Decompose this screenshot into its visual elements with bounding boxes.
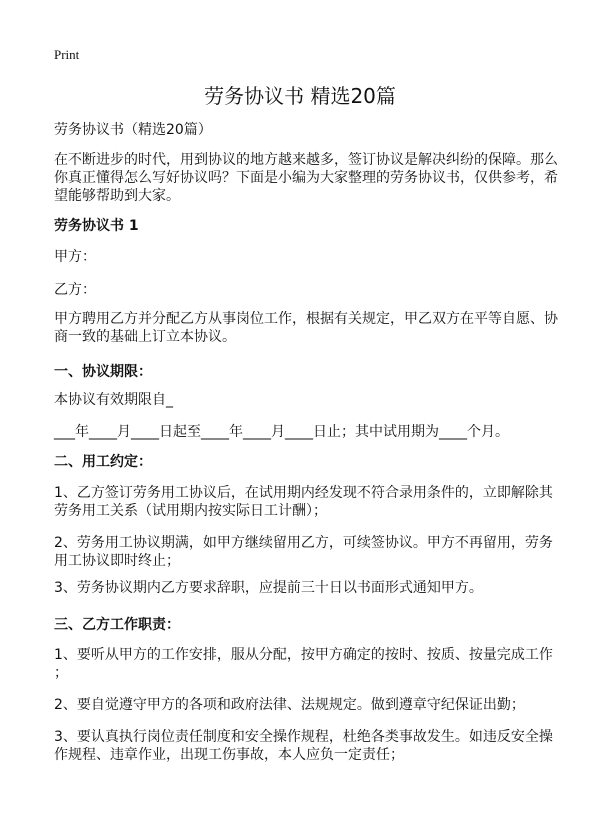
text-line: 望能够帮助到大家。 bbox=[54, 188, 180, 204]
clause-heading-employment: 二、用工约定： bbox=[54, 454, 152, 470]
text-line: 1、乙方签订劳务用工协议后，在试用期内经发现不符合录用条件的，立即解除其 bbox=[54, 485, 553, 501]
text-line: 作规程、违章作业，出现工伤事故，本人应负一定责任； bbox=[54, 747, 404, 763]
text-line: 3、要认真执行岗位责任制度和安全操作规程，杜绝各类事故发生。如违反安全操 bbox=[54, 729, 553, 745]
text-line: 2、劳务用工协议期满，如甲方继续留用乙方，可续签协议。甲方不再留用，劳务 bbox=[54, 535, 553, 551]
preamble-paragraph bbox=[54, 310, 558, 346]
intro-paragraph bbox=[54, 151, 558, 205]
subtitle: 劳务协议书（精选20篇） bbox=[54, 122, 212, 138]
print-link[interactable]: Print bbox=[54, 47, 80, 62]
clause-heading-term: 一、协议期限： bbox=[54, 364, 152, 380]
text-line: 甲方聘用乙方并分配乙方从事岗位工作，根据有关规定，甲乙双方在平等自愿、协 bbox=[54, 311, 558, 327]
party-a-label: 甲方： bbox=[54, 249, 96, 265]
clause-paragraph: 3、劳务协议期内乙方要求辞职，应提前三十日以书面形式通知甲方。 bbox=[54, 580, 483, 596]
text-line: 劳务用工关系（试用期内按实际日工计酬）； bbox=[54, 503, 327, 519]
text-line: ； bbox=[54, 665, 68, 681]
clause-paragraph bbox=[54, 534, 553, 570]
term-blanks-line: ___年____月____日起至____年____月____日止；其中试用期为____个月。 bbox=[54, 424, 509, 440]
clause-paragraph bbox=[54, 484, 553, 520]
text-line: 在不断进步的时代，用到协议的地方越来越多，签订协议是解决纠纷的保障。那么 bbox=[54, 152, 558, 168]
clause-paragraph bbox=[54, 728, 553, 764]
text-line: 商一致的基础上订立本协议。 bbox=[54, 329, 236, 345]
clause-paragraph: 2、要自觉遵守甲方的各项和政府法律、法规规定。做到遵章守纪保证出勤； bbox=[54, 697, 525, 713]
party-b-label: 乙方： bbox=[54, 282, 96, 298]
clause-heading-duties: 三、乙方工作职责： bbox=[54, 617, 180, 633]
text-line: 你真正懂得怎么写好协议吗？下面是小编为大家整理的劳务协议书，仅供参考，希 bbox=[54, 170, 558, 186]
text-line: 1、要听从甲方的工作安排，服从分配，按甲方确定的按时、按质、按量完成工作 bbox=[54, 647, 553, 663]
term-line: 本协议有效期限自_ bbox=[54, 392, 173, 408]
section-heading: 劳务协议书 1 bbox=[54, 218, 139, 234]
page-title: 劳务协议书 精选20篇 bbox=[204, 84, 396, 108]
text-line: 用工协议即时终止； bbox=[54, 553, 180, 569]
clause-paragraph bbox=[54, 646, 553, 682]
